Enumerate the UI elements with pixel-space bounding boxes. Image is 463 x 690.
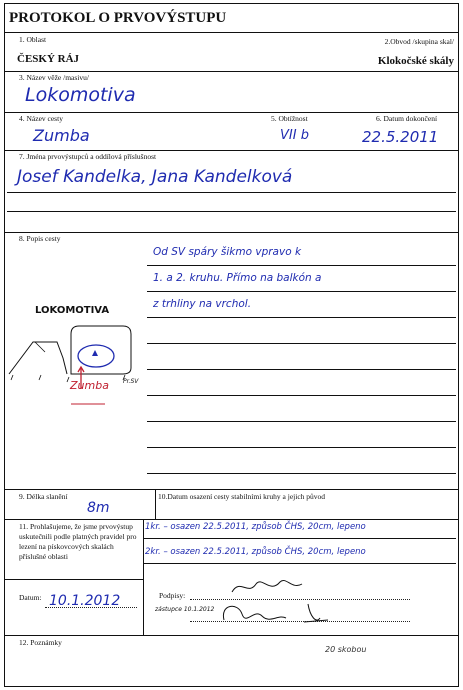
description-line-3: z trhliny na vrchol. [153, 298, 252, 310]
sketch-route-label: Zumba [70, 379, 109, 392]
signatures-label: Podpisy: [159, 591, 186, 600]
writing-line [147, 265, 456, 266]
district-value: Klokočské skály [377, 55, 454, 67]
divider [5, 150, 458, 151]
date-value: 10.1.2012 [49, 593, 121, 609]
writing-line [147, 343, 456, 344]
protection-label: 10.Datum osazení cesty stabilními kruhy a jejich původ [158, 492, 326, 501]
route-sketch [5, 316, 147, 416]
climbers-label: 7. Jména prvovýstupců a oddílová příslušnost [19, 152, 157, 161]
form-title: PROTOKOL O PRVOVÝSTUPU [9, 10, 227, 26]
notes-value: 20 skobou [325, 645, 367, 654]
divider [155, 489, 156, 519]
divider [5, 489, 458, 490]
writing-line [147, 447, 456, 448]
first-ascent-form [4, 3, 459, 687]
writing-line [147, 421, 456, 422]
signature-note: zástupce 10.1.2012 [155, 606, 215, 613]
rappel-value: 8m [87, 500, 110, 516]
route-label: 4. Název cesty [19, 114, 63, 123]
divider [5, 71, 458, 72]
sketch-title: LOKOMOTIVA [35, 305, 110, 316]
sketch-side-note: Pr.SV [123, 378, 139, 385]
description-line-1: Od SV spáry šikmo vpravo k [153, 246, 302, 258]
date-done-label: 6. Datum dokončení [376, 114, 438, 123]
protection-line-2: 2kr. – osazen 22.5.2011, způsob ČHS, 20cm, lepeno [145, 547, 366, 557]
tower-value: Lokomotiva [25, 84, 136, 106]
writing-line [147, 395, 456, 396]
writing-line [5, 579, 143, 580]
description-line-2: 1. a 2. kruhu. Přímo na balkón a [153, 272, 322, 284]
grade-value: VII b [280, 128, 309, 143]
date-label: Datum: [19, 593, 42, 602]
writing-line [147, 291, 456, 292]
description-label: 8. Popis cesty [19, 234, 61, 243]
declaration-text: 11. Prohlašujeme, že jsme prvovýstup uskutečnili podle platných pravidel pro lezení na pískovcových skalách příslušné oblasti [19, 522, 137, 561]
protection-line-1: 1kr. – osazen 22.5.2011, způsob ČHS, 20cm, lepeno [145, 522, 366, 532]
climbers-value: Josef Kandelka, Jana Kandelková [17, 167, 293, 187]
notes-label: 12. Poznámky [19, 638, 62, 647]
grade-label: 5. Obtížnost [271, 114, 308, 123]
divider [5, 635, 458, 636]
writing-line [143, 563, 456, 564]
writing-line [7, 192, 456, 193]
divider [5, 112, 458, 113]
signature-scribbles [190, 574, 340, 630]
writing-line [147, 317, 456, 318]
area-value: ČESKÝ RÁJ [17, 53, 80, 65]
rappel-label: 9. Délka slanění [19, 492, 68, 501]
tower-label: 3. Název věže /masivu/ [19, 73, 89, 82]
writing-line [143, 538, 456, 539]
district-label: 2.Obvod /skupina skal/ [384, 37, 454, 46]
writing-line [147, 369, 456, 370]
divider [5, 519, 458, 520]
writing-line [147, 473, 456, 474]
writing-line [7, 211, 456, 212]
divider [5, 232, 458, 233]
area-label: 1. Oblast [19, 35, 47, 44]
route-value: Zumba [33, 126, 90, 145]
divider [5, 32, 458, 33]
date-done-value: 22.5.2011 [362, 128, 439, 146]
divider [143, 519, 144, 635]
